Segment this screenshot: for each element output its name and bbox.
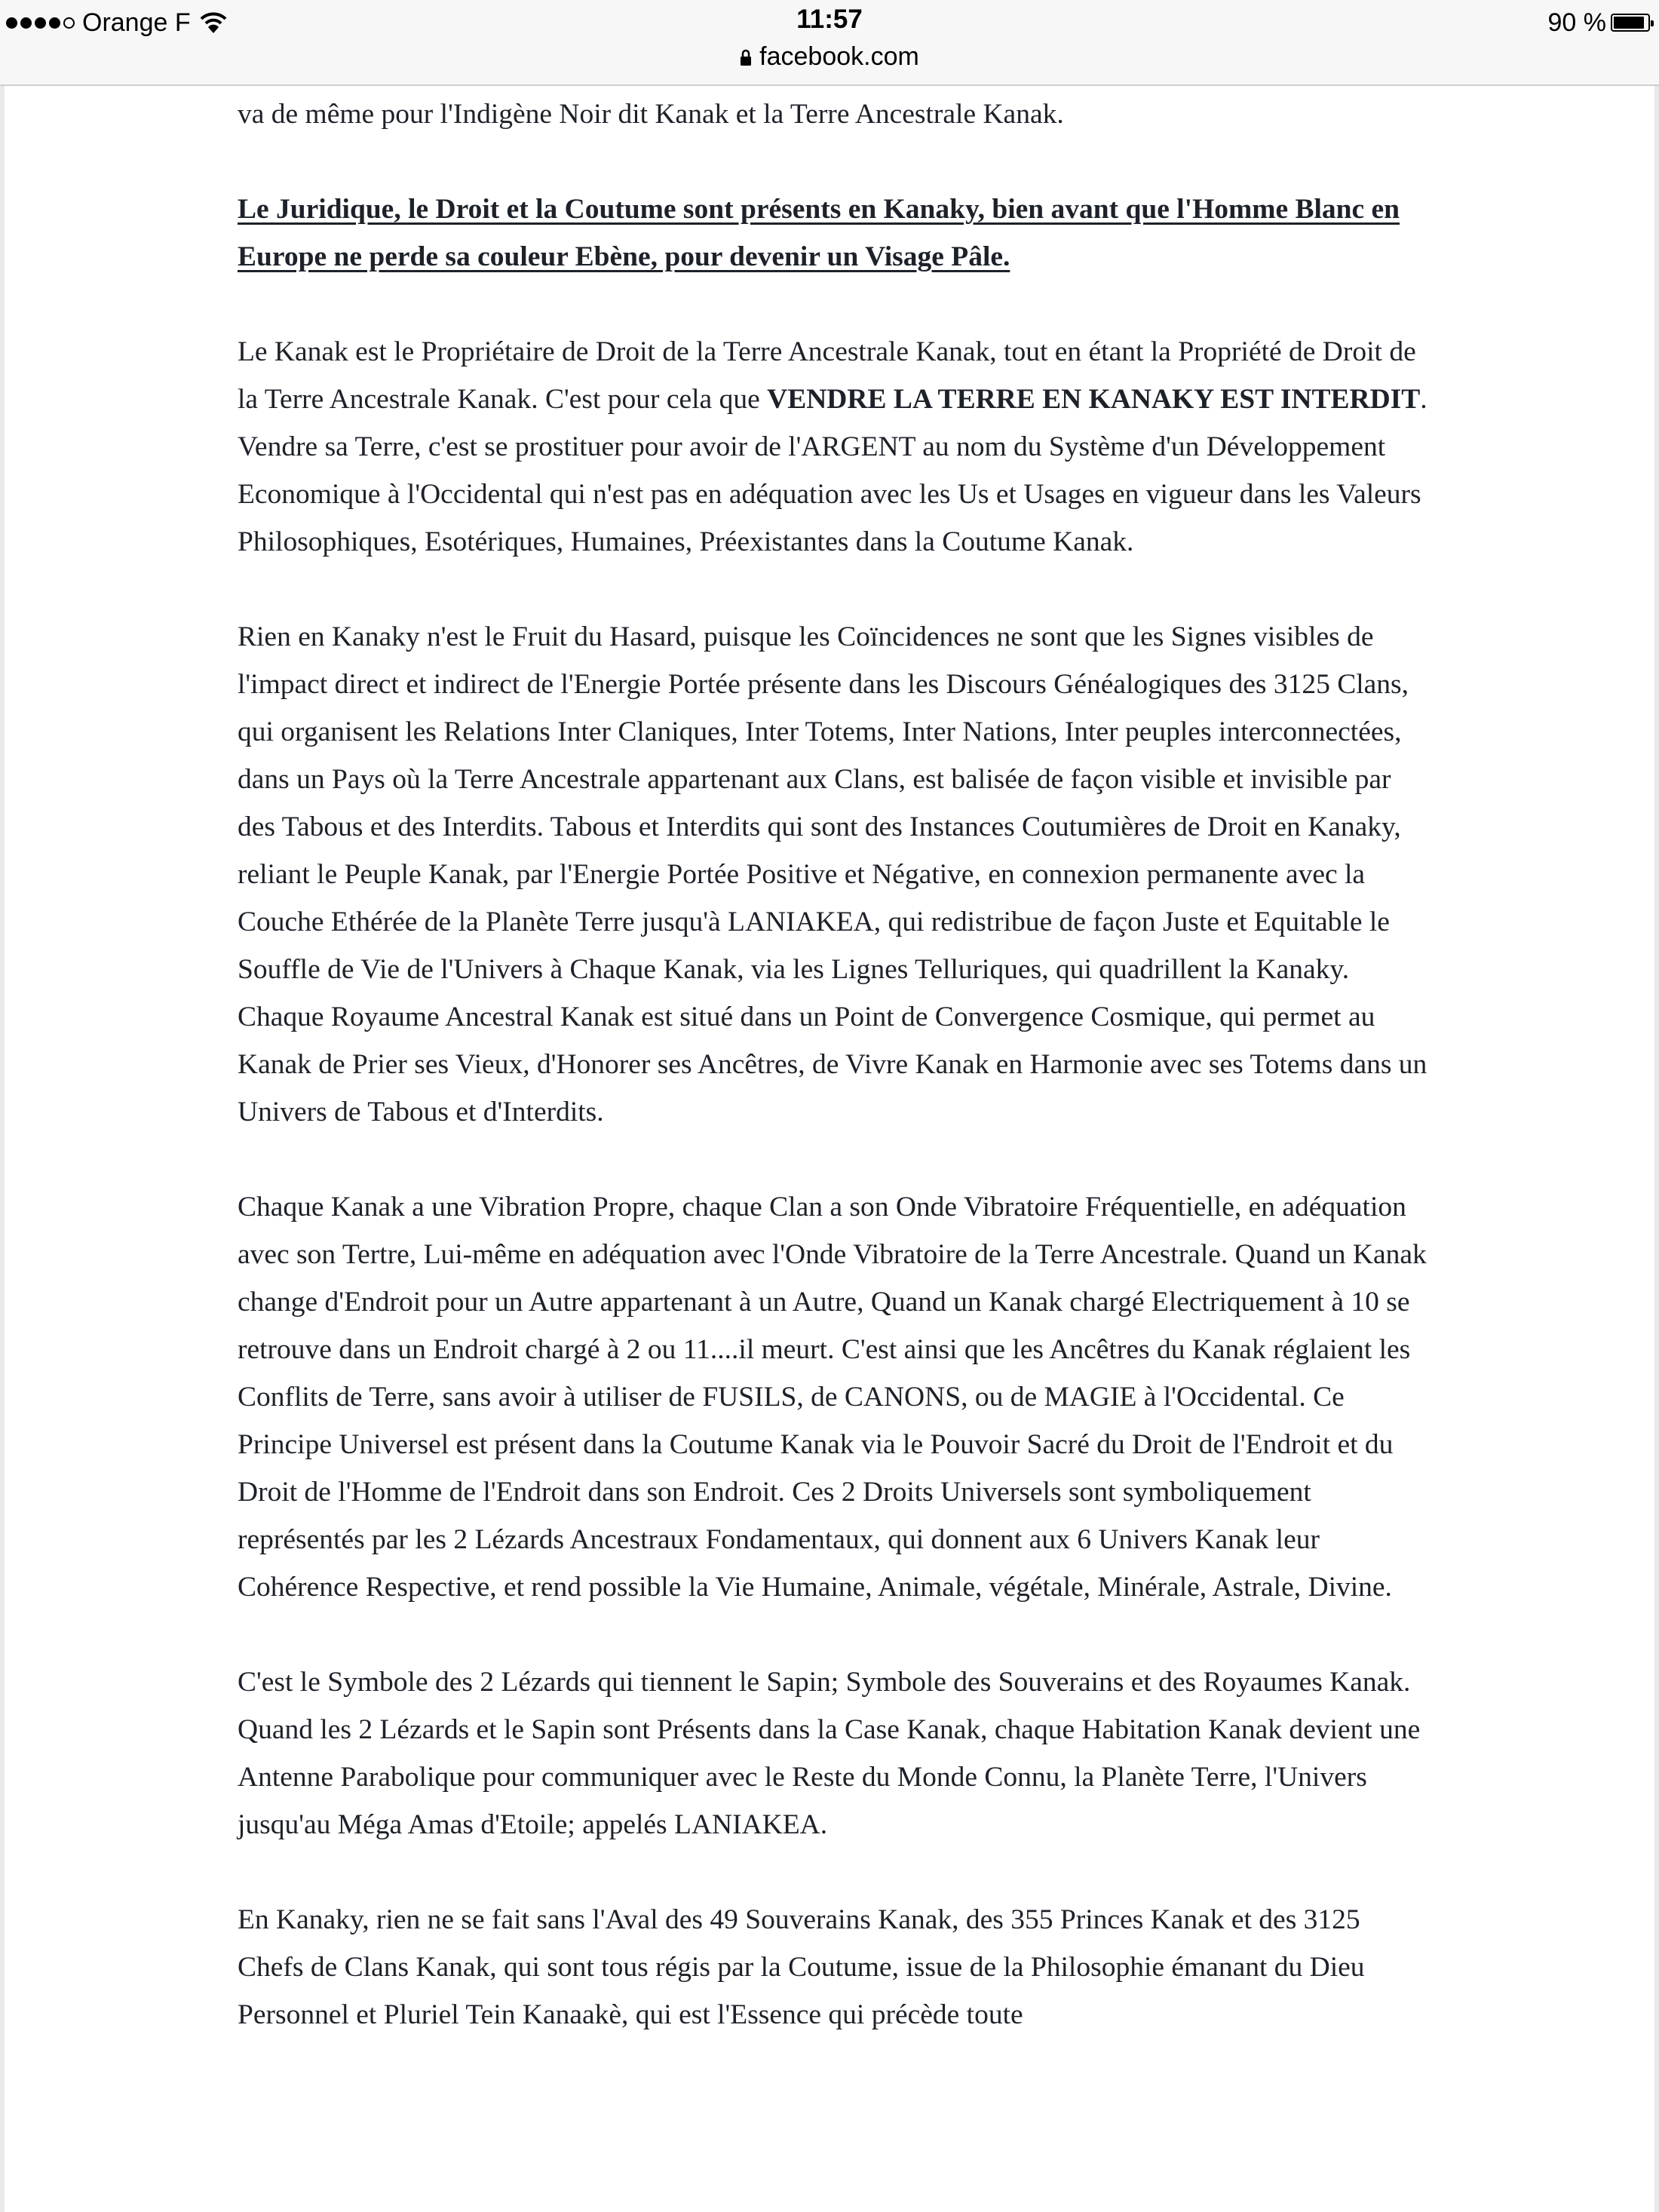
status-right [1548,6,1651,39]
url-text: facebook.com [759,42,919,71]
address-bar[interactable] [0,42,1659,72]
carrier-name: Orange F [82,8,191,37]
bold-emphasis: VENDRE LA TERRE EN KANAKY EST INTERDIT [767,384,1421,415]
battery-percent: 90 % [1547,8,1606,37]
lock-icon [740,49,752,66]
clock: 11:57 [796,5,863,34]
underlined-heading: Le Juridique, le Droit et la Coutume sont présents en Kanaky, bien avant que l'Homme Blanc en Europe ne perde sa couleur Ebène, pour devenir un Visage Pâle. [238,194,1400,272]
battery-level-fill [1614,17,1644,29]
battery-icon [1611,14,1650,32]
paragraph: Rien en Kanaky n'est le Fruit du Hasard, puisque les Coïncidences ne sont que les Signes visibles de l'impact direct et indirect de l'Energie Portée présente dans les Discours Généalogiques des 3125 Clans, qui organisent les Relations Inter Claniques, Inter Totems, Inter Nations, Inter peuples interconnectées, dans un Pays où la Terre Ancestrale appartenant aux Clans, est balisée de façon visible et invisible par des Tabous et des Interdits. Tabous et Interdits qui sont des Instances Coutumières de Droit en Kanaky, reliant le Peuple Kanak, par l'Energie Portée Positive et Négative, en connexion permanente avec la Couche Ethérée de la Planète Terre jusqu'à LANIAKEA, qui redistribue de façon Juste et Equitable le Souffle de Vie de l'Univers à Chaque Kanak, via les Lignes Telluriques, qui quadrillent la Kanaky. Chaque Royaume Ancestral Kanak est situé dans un Point de Convergence Cosmique, qui permet au Kanak de Prier ses Vieux, d'Honorer ses Ancêtres, de Vivre Kanak en Harmonie avec ses Totems dans un Univers de Tabous et d'Interdits. [238,621,1427,1127]
post-article [238,86,1429,2086]
paragraph: Chaque Kanak a une Vibration Propre, chaque Clan a son Onde Vibratoire Fréquentielle, en adéquation avec son Tertre, Lui-même en adéquation avec l'Onde Vibratoire de la Terre Ancestrale. Quand un Kanak change d'Endroit pour un Autre appartenant à un Autre, Quand un Kanak chargé Electriquement à 10 se retrouve dans un Endroit chargé à 2 ou 11....il meurt. C'est ainsi que les Ancêtres du Kanak réglaient les Conflits de Terre, sans avoir à utiliser de FUSILS, de CANONS, ou de MAGIE à l'Occidental. Ce Principe Universel est présent dans la Coutume Kanak via le Pouvoir Sacré du Droit de l'Endroit et du Droit de l'Homme de l'Endroit dans son Endroit. Ces 2 Droits Universels sont symboliquement représentés par les 2 Lézards Ancestraux Fondamentaux, qui donnent aux 6 Univers Kanak leur Cohérence Respective, et rend possible la Vie Humaine, Animale, végétale, Minérale, Astrale, Divine. [238,1192,1427,1603]
paragraph: En Kanaky, rien ne se fait sans l'Aval des 49 Souverains Kanak, des 355 Princes Kanak et des 3125 Chefs de Clans Kanak, qui sont tous régis par la Coutume, issue de la Philosophie émanant du Dieu Personnel et Pluriel Tein Kanaakè, qui est l'Essence qui précède toute [238,1904,1365,2030]
paragraph: C'est le Symbole des 2 Lézards qui tiennent le Sapin; Symbole des Souverains et des Royaumes Kanak. Quand les 2 Lézards et le Sapin sont Présents dans la Case Kanak, chaque Habitation Kanak devient une Antenne Parabolique pour communiquer avec le Reste du Monde Connu, la Planète Terre, l'Univers jusqu'au Méga Amas d'Etoile; appelés LANIAKEA. [238,1667,1421,1840]
paragraph: va de même pour l'Indigène Noir dit Kanak et la Terre Ancestrale Kanak. [238,99,1064,130]
paragraph: Le Kanak est le Propriétaire de Droit de la Terre Ancestrale Kanak, tout en étant la Propriété de Droit de la Terre Ancestrale Kanak. C'est pour cela que VENDRE LA TERRE EN KANAKY EST INTERDIT. Vendre sa Terre, c'est se prostituer pour avoir de l'ARGENT au nom du Système d'un Développement Economique à l'Occidental qui n'est pas en adéquation avec les Us et Usages en vigueur dans les Valeurs Philosophiques, Esotériques, Humaines, Préexistantes dans la Coutume Kanak. [238,336,1427,557]
ios-status-bar [0,0,1659,86]
